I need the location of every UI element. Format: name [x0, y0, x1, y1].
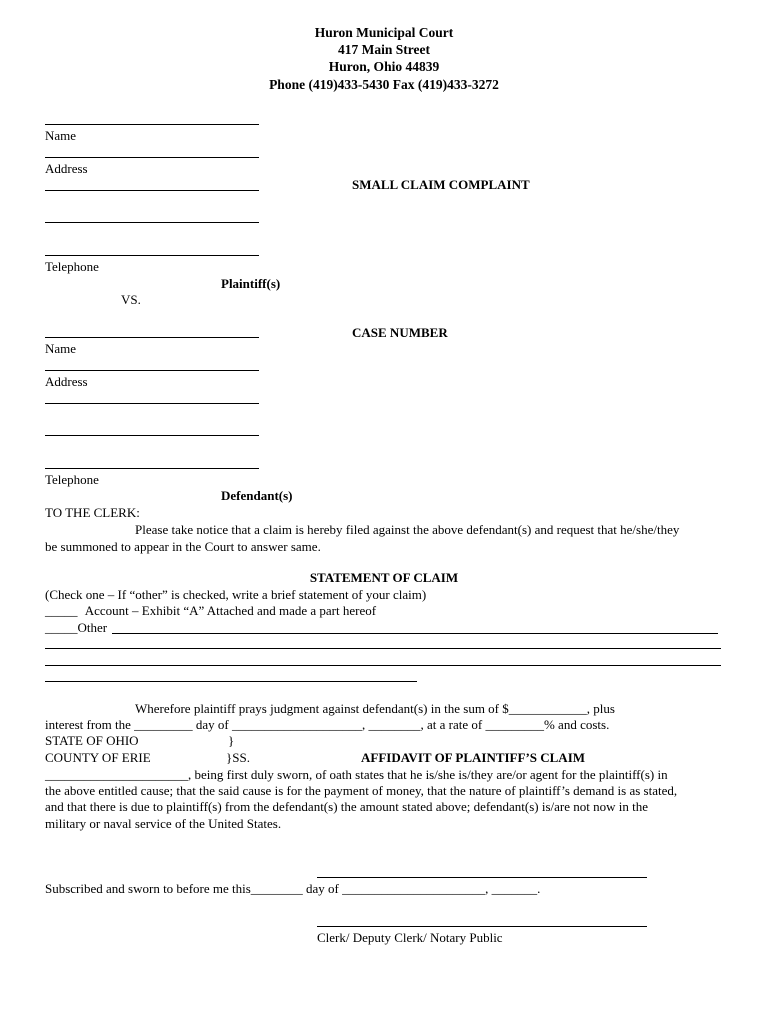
court-name: Huron Municipal Court — [314, 25, 454, 40]
defendant-address-line-3[interactable] — [45, 435, 259, 436]
plaintiff-telephone-line[interactable] — [45, 255, 259, 256]
signature-line-1[interactable] — [317, 877, 647, 878]
court-street: 417 Main Street — [338, 42, 430, 57]
case-number-label: CASE NUMBER — [352, 325, 448, 340]
defendant-name-label: Name — [45, 341, 77, 356]
defendant-role-label: Defendant(s) — [221, 488, 293, 503]
defendant-telephone-label: Telephone — [45, 472, 99, 487]
to-clerk-label: TO THE CLERK: — [45, 505, 140, 520]
signature-line-2[interactable] — [317, 926, 647, 927]
statement-line-3[interactable] — [45, 665, 721, 666]
affidavit-line-2: the above entitled cause; that the said cause is for the payment of money, that the nature of plaintiff’s demand is as stated, — [45, 783, 678, 798]
wherefore-line-2: interest from the _________ day of ____________________, ________, at a rate of _________% and costs. — [45, 717, 610, 732]
ss-label: }SS. — [226, 750, 250, 765]
plaintiff-name-label: Name — [45, 128, 77, 143]
statement-title: STATEMENT OF CLAIM — [309, 570, 459, 585]
statement-line-2[interactable] — [45, 648, 721, 649]
plaintiff-telephone-label: Telephone — [45, 259, 99, 274]
county-label: COUNTY OF ERIE — [45, 750, 151, 765]
affidavit-line-3: and that there is due to plaintiff(s) from the defendant(s) the amount stated above; defendant(s) is/are not now in the — [45, 799, 648, 814]
plaintiff-address-line[interactable] — [45, 157, 259, 158]
venue-brace: } — [228, 733, 235, 748]
signature-caption: Clerk/ Deputy Clerk/ Notary Public — [317, 930, 503, 945]
notice-line-2: be summoned to appear in the Court to answer same. — [45, 539, 321, 554]
account-option[interactable] — [45, 603, 376, 618]
plaintiff-role-label: Plaintiff(s) — [221, 276, 281, 291]
state-label: STATE OF OHIO — [45, 733, 139, 748]
statement-instruction: (Check one – If “other” is checked, write a brief statement of your claim) — [45, 587, 427, 602]
defendant-address-line[interactable] — [45, 370, 259, 371]
plaintiff-address-line-2[interactable] — [45, 190, 259, 191]
affidavit-line-1: ______________________, being first duly sworn, of oath states that he is/she is/they are/or agent for the plaintiff(s) in — [45, 767, 668, 782]
statement-line-4[interactable] — [45, 681, 417, 682]
defendant-address-line-2[interactable] — [45, 403, 259, 404]
small-claim-title: SMALL CLAIM COMPLAINT — [352, 177, 530, 192]
other-checkbox-blank[interactable]: _____ — [45, 620, 78, 635]
vs-label: VS. — [121, 292, 141, 307]
other-option-label: Other — [77, 620, 108, 635]
plaintiff-address-line-3[interactable] — [45, 222, 259, 223]
other-option[interactable] — [45, 620, 107, 635]
account-checkbox-blank[interactable]: _____ — [45, 603, 78, 618]
account-option-label: Account – Exhibit “A” Attached and made a part hereof — [84, 603, 377, 618]
defendant-name-line[interactable] — [45, 337, 259, 338]
plaintiff-address-label: Address — [45, 161, 88, 176]
other-statement-line[interactable] — [112, 633, 718, 634]
wherefore-line-1: Wherefore plaintiff prays judgment against defendant(s) in the sum of $____________, plus — [135, 701, 615, 716]
affidavit-line-4: military or naval service of the United States. — [45, 816, 282, 831]
defendant-telephone-line[interactable] — [45, 468, 259, 469]
court-city: Huron, Ohio 44839 — [328, 59, 440, 74]
subscribed-line: Subscribed and sworn to before me this________ day of ______________________, _______. — [45, 881, 541, 896]
court-phone: Phone (419)433-5430 Fax (419)433-3272 — [269, 77, 499, 92]
affidavit-title: AFFIDAVIT OF PLAINTIFF’S CLAIM — [361, 750, 586, 765]
notice-line-1: Please take notice that a claim is hereby filed against the above defendant(s) and request that he/she/they — [135, 522, 680, 537]
defendant-address-label: Address — [45, 374, 88, 389]
plaintiff-name-line[interactable] — [45, 124, 259, 125]
